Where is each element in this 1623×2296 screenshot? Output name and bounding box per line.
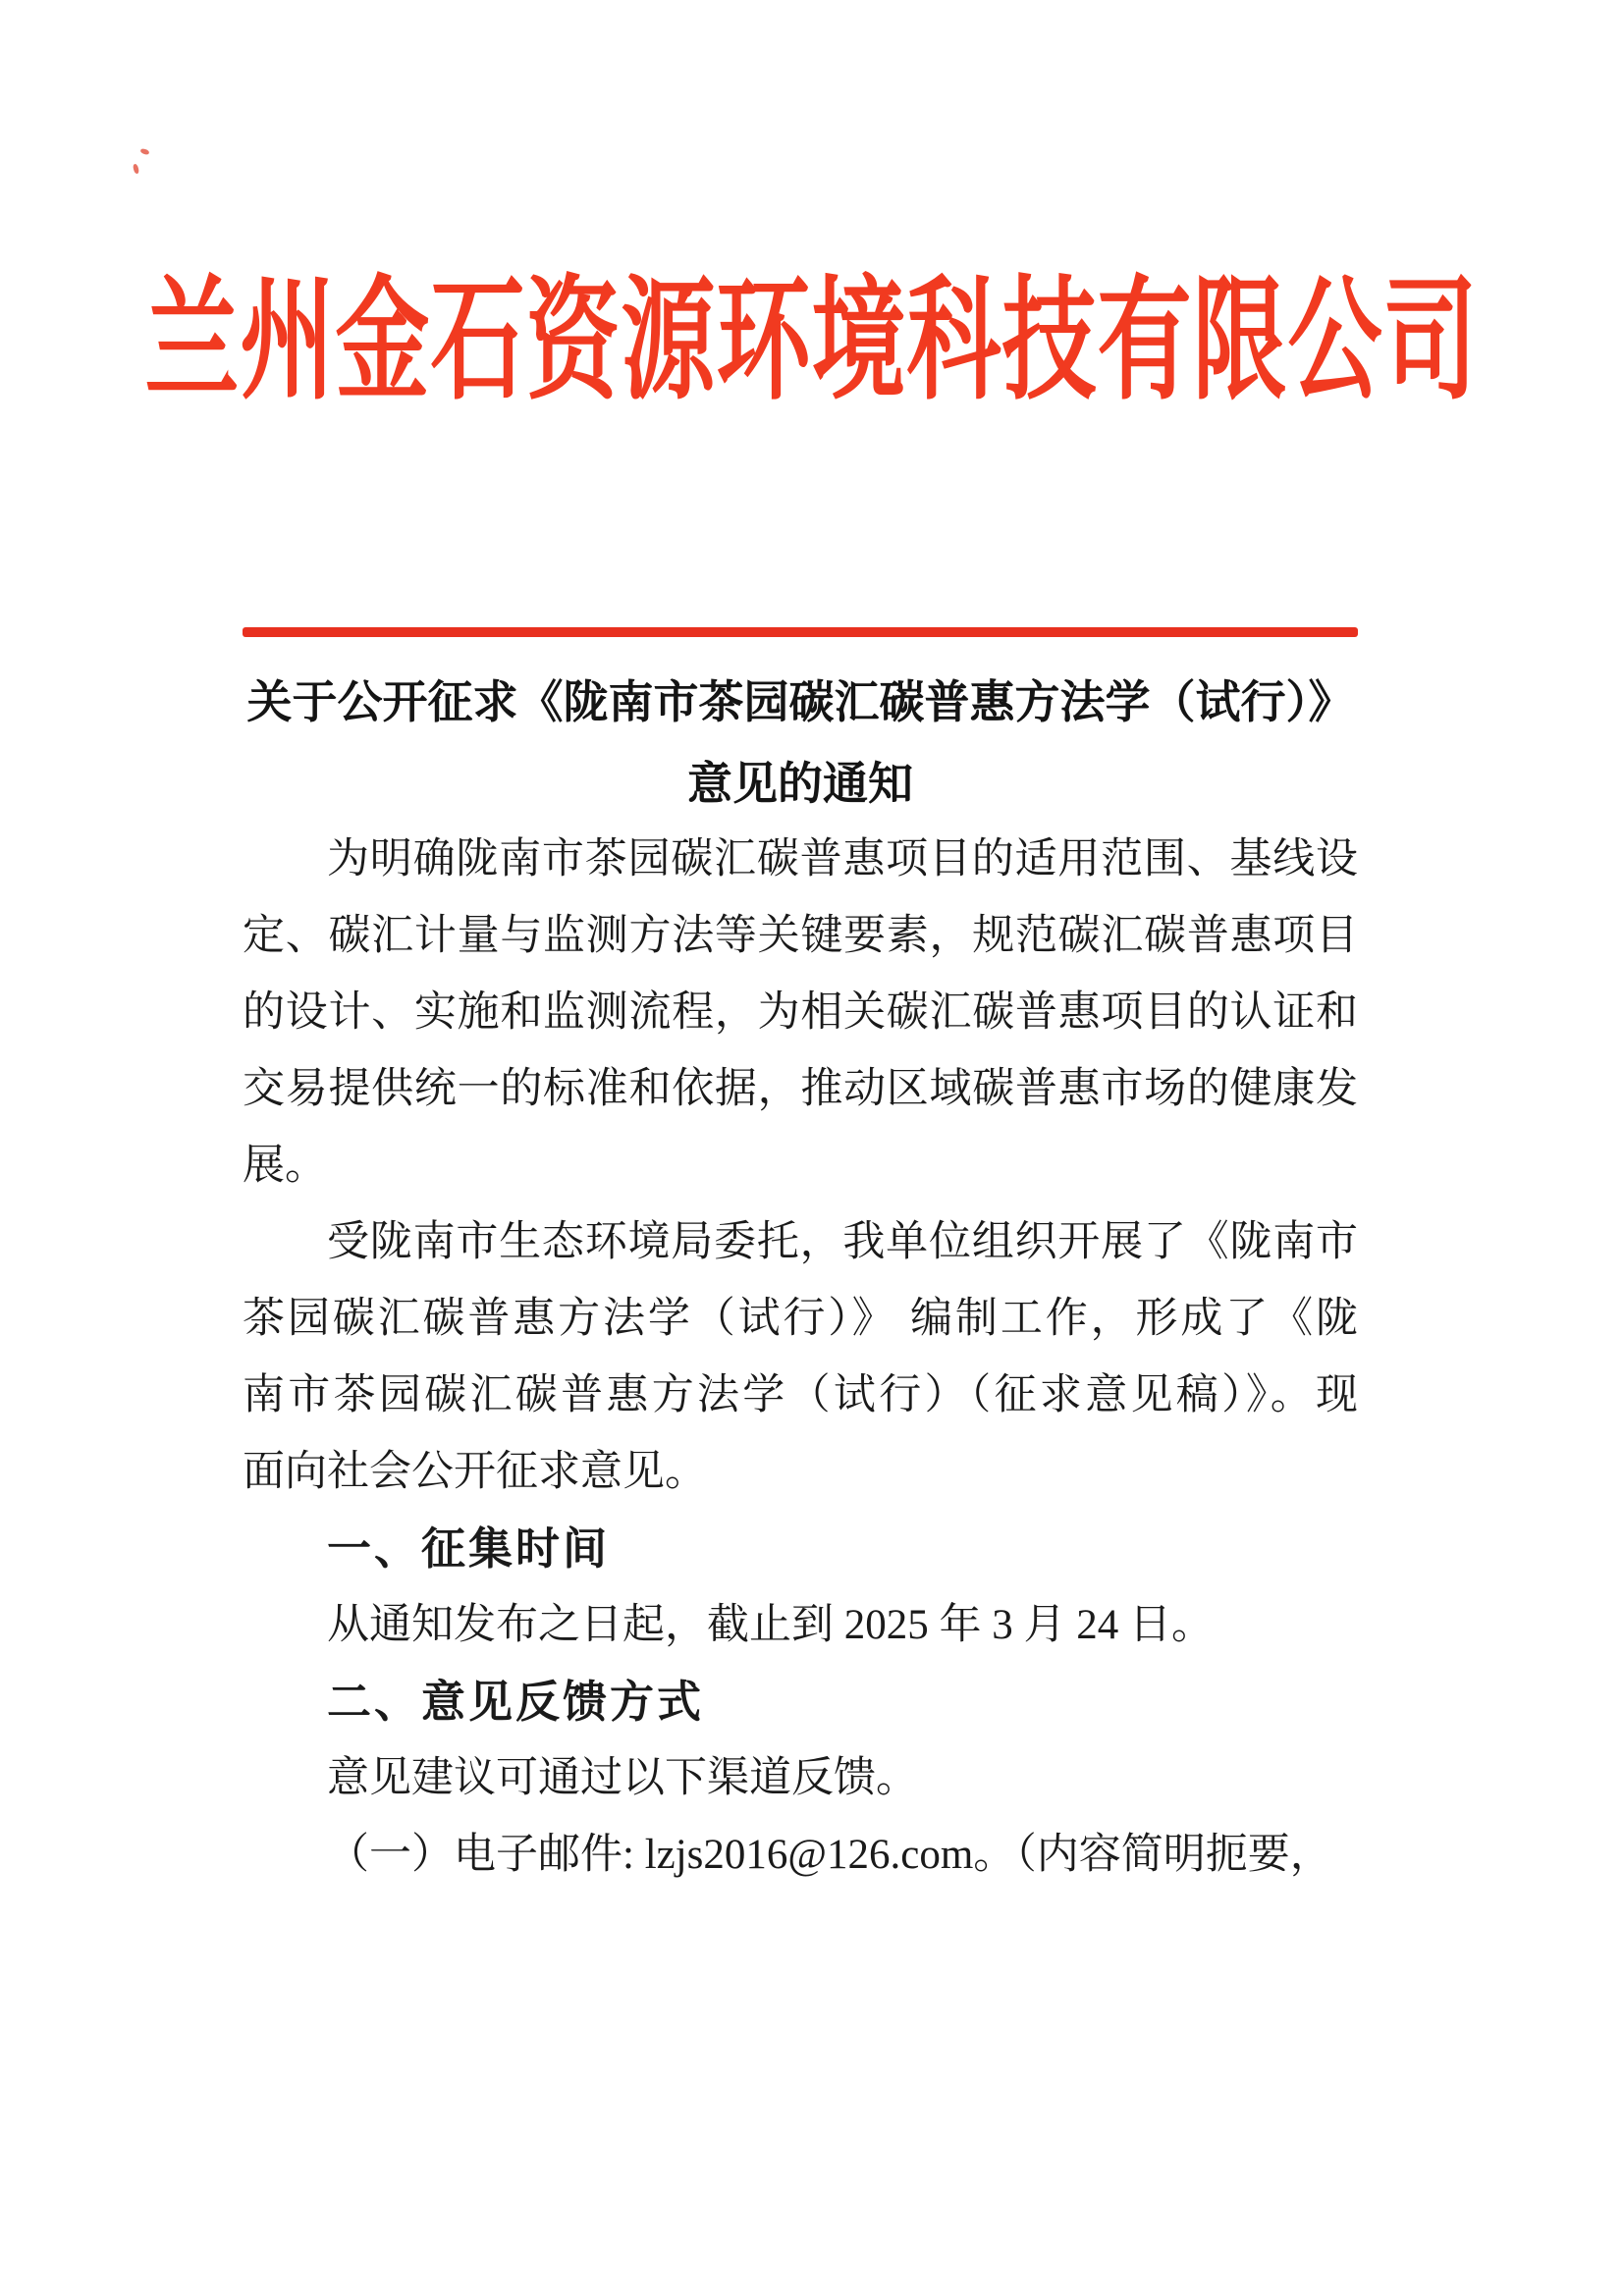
- paragraph-line: 面向社会公开征求意见。: [243, 1449, 707, 1495]
- section-heading-feedback-method: 二、意见反馈方式: [327, 1677, 705, 1727]
- scan-speck: [139, 148, 149, 156]
- paragraph-line: 定、碳汇计量与监测方法等关键要素，规范碳汇碳普惠项目: [243, 913, 1358, 959]
- section-heading-collection-time: 一、征集时间: [327, 1523, 611, 1574]
- letterhead-divider-rule: [243, 627, 1358, 637]
- paragraph-line: 交易提供统一的标准和依据，推动区域碳普惠市场的健康发: [243, 1066, 1358, 1112]
- paragraph-line: 受陇南市生态环境局委托，我单位组织开展了《陇南市: [327, 1219, 1358, 1265]
- paragraph-line-deadline: 从通知发布之日起，截止到 2025 年 3 月 24 日。: [327, 1602, 1214, 1648]
- notice-title-line2: 意见的通知: [687, 759, 913, 809]
- notice-body: [243, 822, 1358, 1894]
- paragraph-line: 南市茶园碳汇碳普惠方法学（试行）（征求意见稿）》。现: [243, 1372, 1358, 1418]
- paragraph-line: 的设计、实施和监测流程，为相关碳汇碳普惠项目的认证和: [243, 989, 1358, 1036]
- paragraph-line: 展。: [243, 1143, 327, 1189]
- scan-speck: [133, 164, 139, 175]
- notice-title-line1: 关于公开征求《陇南市茶园碳汇碳普惠方法学（试行）》: [246, 677, 1354, 727]
- paragraph-line-email: （一）电子邮件: lzjs2016@126.com。（内容简明扼要，: [327, 1832, 1332, 1878]
- paragraph-line: 意见建议可通过以下渠道反馈。: [327, 1755, 918, 1801]
- paragraph-line: 茶园碳汇碳普惠方法学（试行）》 编制工作，形成了《陇: [243, 1296, 1358, 1342]
- paragraph-line: 为明确陇南市茶园碳汇碳普惠项目的适用范围、基线设: [327, 836, 1358, 882]
- company-letterhead: 兰州金石资源环境科技有限公司: [144, 266, 1479, 416]
